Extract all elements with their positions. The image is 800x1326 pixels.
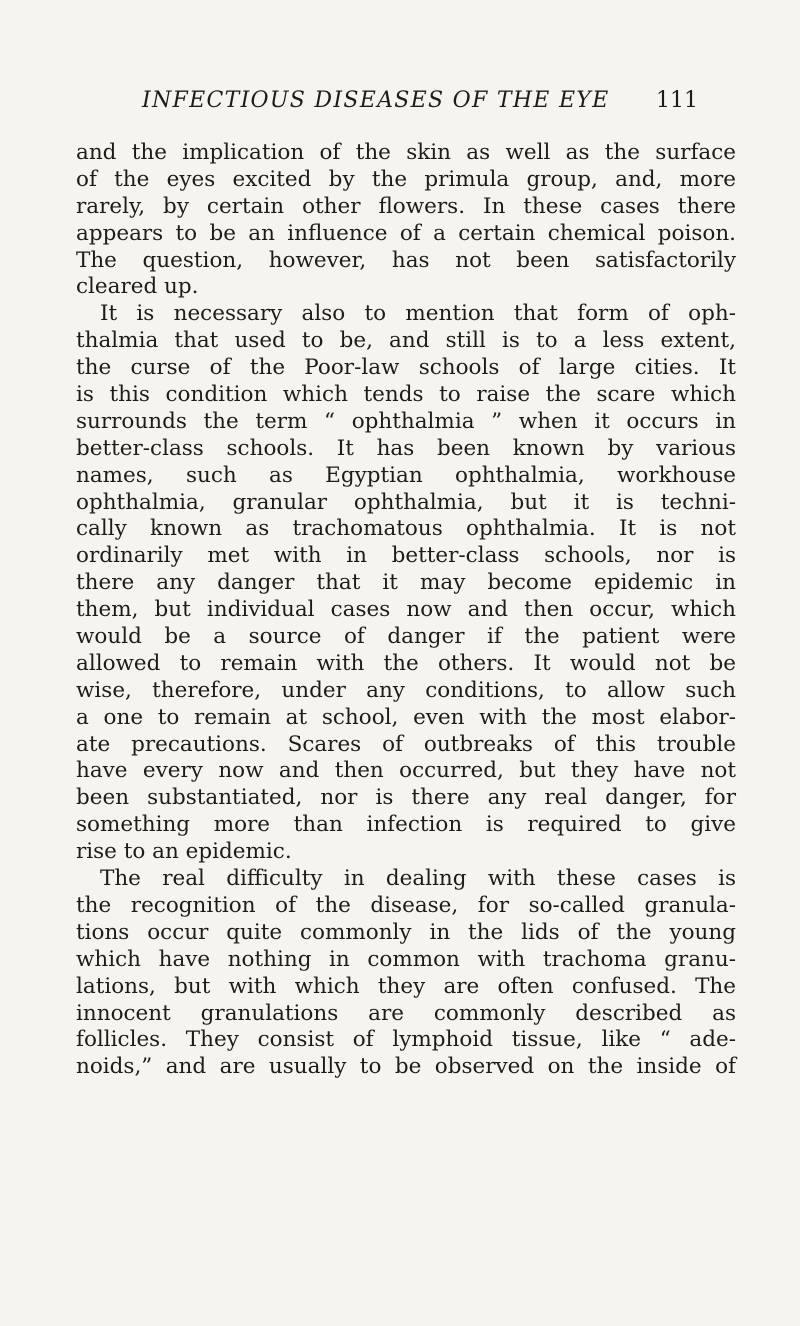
- text-line: ophthalmia, granular ophthalmia, but it is techni-: [76, 489, 736, 515]
- text-line: cally known as trachomatous ophthalmia. It is not: [76, 516, 736, 542]
- text-line: The question, however, has not been satisfactorily: [76, 247, 736, 273]
- text-line: noids,” and are usually to be observed on the inside of: [76, 1054, 736, 1080]
- text-line: which have nothing in common with trachoma granu-: [76, 946, 736, 972]
- running-title: INFECTIOUS DISEASES OF THE EYE: [142, 88, 610, 113]
- text-line: the curse of the Poor-law schools of large cities. It: [76, 355, 736, 381]
- text-line: and the implication of the skin as well as the surface: [76, 140, 736, 165]
- text-line: innocent granulations are commonly described as: [76, 1000, 736, 1026]
- text-line: the recognition of the disease, for so-called granula-: [76, 892, 736, 918]
- text-line: lations, but with which they are often confused. The: [76, 973, 736, 999]
- text-line: rise to an epidemic.: [76, 839, 292, 865]
- text-line: there any danger that it may become epidemic in: [76, 570, 736, 596]
- text-line: rarely, by certain other flowers. In these cases there: [76, 193, 736, 219]
- text-line: cleared up.: [76, 274, 199, 300]
- text-line: have every now and then occurred, but they have not: [76, 758, 736, 784]
- text-line: them, but individual cases now and then occur, which: [76, 597, 736, 623]
- paragraph-3: [76, 866, 736, 1081]
- text-line: appears to be an influence of a certain chemical poison.: [76, 220, 736, 246]
- page-number: 111: [656, 88, 698, 113]
- text-line: follicles. They consist of lymphoid tissue, like “ ade-: [76, 1027, 736, 1053]
- text-line: allowed to remain with the others. It would not be: [76, 650, 736, 676]
- text-line: better-class schools. It has been known by various: [76, 435, 736, 461]
- text-line: wise, therefore, under any conditions, to allow such: [76, 677, 736, 703]
- paragraph-2: [76, 301, 736, 866]
- text-line: ordinarily met with in better-class schools, nor is: [76, 543, 736, 569]
- text-line: is this condition which tends to raise the scare which: [76, 382, 736, 408]
- text-line: been substantiated, nor is there any real danger, for: [76, 785, 736, 811]
- text-line: ate precautions. Scares of outbreaks of this trouble: [76, 731, 736, 757]
- body-text: [76, 140, 736, 1081]
- text-line: would be a source of danger if the patient were: [76, 624, 736, 650]
- text-line: tions occur quite commonly in the lids of the young: [76, 919, 736, 945]
- text-line: surrounds the term “ ophthalmia ” when it occurs in: [76, 408, 736, 434]
- paragraph-1: [76, 140, 736, 301]
- text-line: thalmia that used to be, and still is to a less extent,: [76, 328, 736, 354]
- text-line: something more than infection is required to give: [76, 812, 736, 838]
- text-line: names, such as Egyptian ophthalmia, workhouse: [76, 462, 736, 488]
- text-line: The real difficulty in dealing with these cases is: [100, 866, 736, 892]
- text-line: a one to remain at school, even with the most elabor-: [76, 704, 736, 730]
- text-line: of the eyes excited by the primula group, and, more: [76, 166, 736, 192]
- text-line: It is necessary also to mention that form of oph-: [100, 301, 736, 327]
- running-header: [0, 88, 800, 116]
